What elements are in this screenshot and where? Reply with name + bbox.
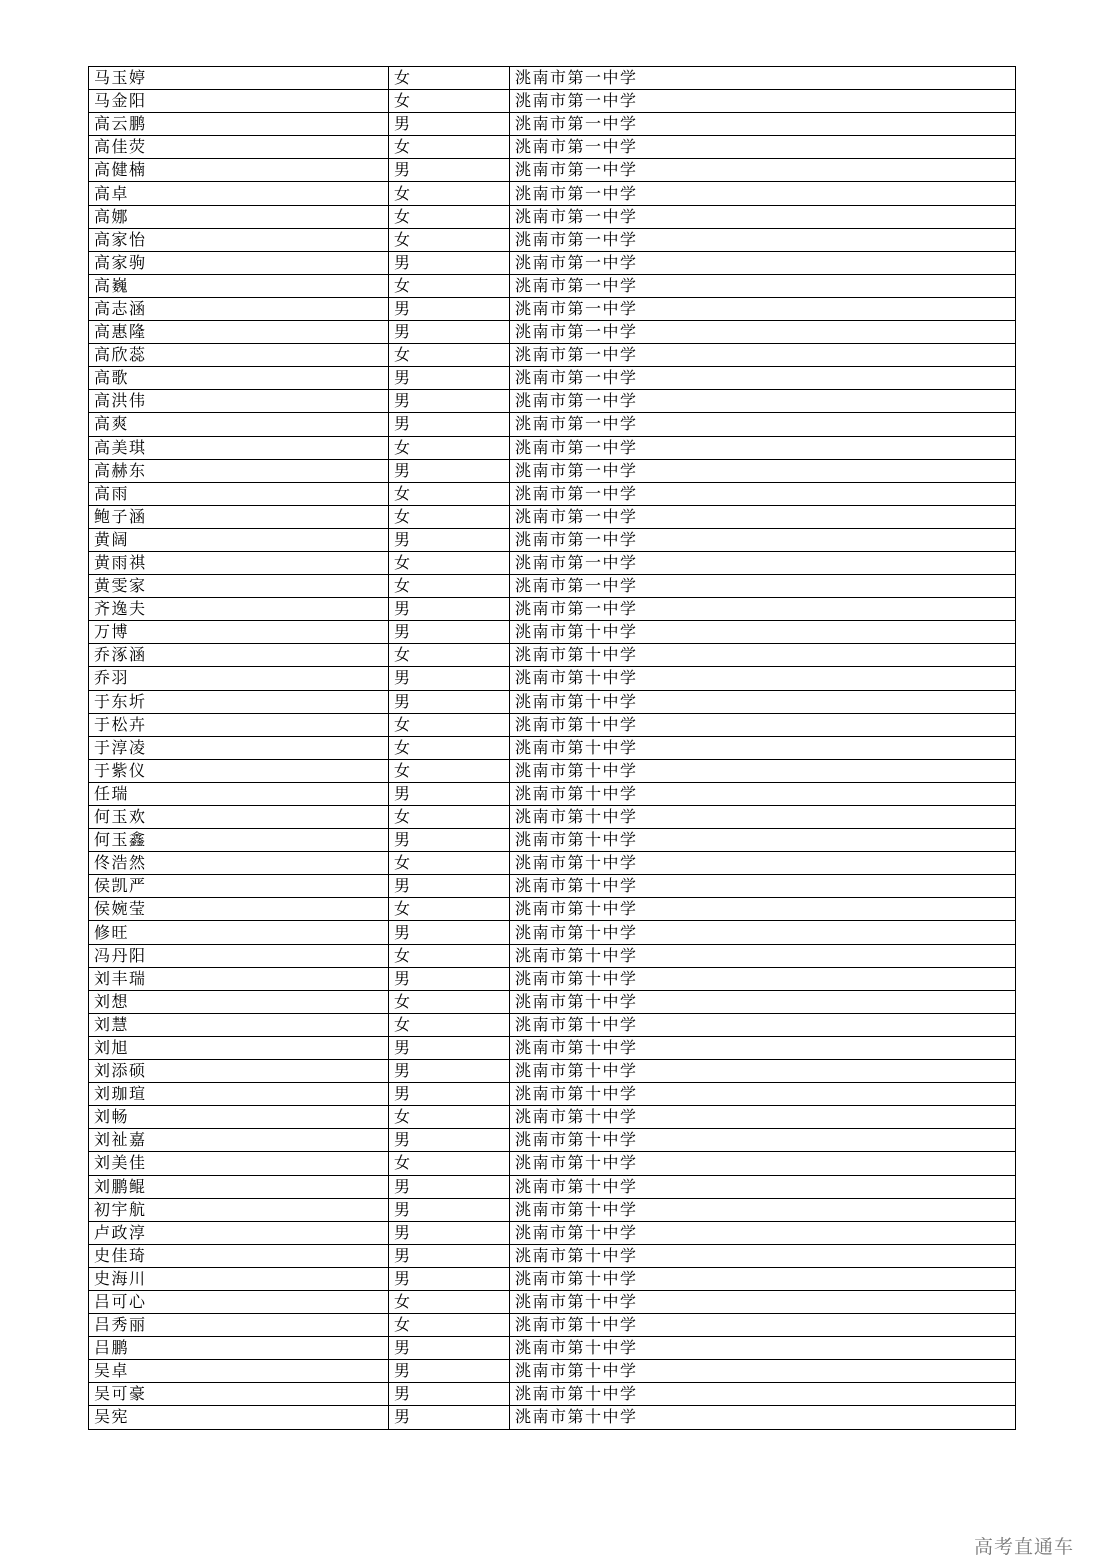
table-row: [89, 1129, 1016, 1152]
table-row: [89, 482, 1016, 505]
student-name-cell: 刘珈瑄: [89, 1083, 389, 1106]
student-name-cell: 于淳凌: [89, 736, 389, 759]
school-cell: 洮南市第十中学: [510, 713, 1016, 736]
student-name-cell: 高赫东: [89, 459, 389, 482]
school-cell: 洮南市第十中学: [510, 1036, 1016, 1059]
gender-cell: 男: [389, 1406, 510, 1429]
student-name-cell: 于紫仪: [89, 759, 389, 782]
watermark-text: 高考直通车: [973, 1536, 1074, 1558]
roster-body: [89, 67, 1016, 1430]
student-name-cell: 黄雨祺: [89, 551, 389, 574]
student-name-cell: 高卓: [89, 182, 389, 205]
gender-cell: 男: [389, 321, 510, 344]
student-name-cell: 吕鹏: [89, 1337, 389, 1360]
gender-cell: 女: [389, 713, 510, 736]
table-row: [89, 297, 1016, 320]
student-name-cell: 高歌: [89, 367, 389, 390]
student-name-cell: 何玉欢: [89, 806, 389, 829]
school-cell: 洮南市第十中学: [510, 967, 1016, 990]
gender-cell: 男: [389, 528, 510, 551]
school-cell: 洮南市第十中学: [510, 621, 1016, 644]
gender-cell: 男: [389, 690, 510, 713]
table-row: [89, 136, 1016, 159]
gender-cell: 男: [389, 297, 510, 320]
student-name-cell: 高家怡: [89, 228, 389, 251]
table-row: [89, 875, 1016, 898]
gender-cell: 女: [389, 1152, 510, 1175]
gender-cell: 男: [389, 390, 510, 413]
school-cell: 洮南市第一中学: [510, 598, 1016, 621]
table-row: [89, 1106, 1016, 1129]
student-name-cell: 史佳琦: [89, 1244, 389, 1267]
gender-cell: 男: [389, 598, 510, 621]
table-row: [89, 321, 1016, 344]
school-cell: 洮南市第一中学: [510, 205, 1016, 228]
gender-cell: 男: [389, 367, 510, 390]
school-cell: 洮南市第一中学: [510, 274, 1016, 297]
student-name-cell: 刘畅: [89, 1106, 389, 1129]
school-cell: 洮南市第十中学: [510, 875, 1016, 898]
student-name-cell: 吕秀丽: [89, 1314, 389, 1337]
student-name-cell: 修旺: [89, 921, 389, 944]
school-cell: 洮南市第一中学: [510, 390, 1016, 413]
school-cell: 洮南市第十中学: [510, 644, 1016, 667]
gender-cell: 男: [389, 1337, 510, 1360]
school-cell: 洮南市第十中学: [510, 1221, 1016, 1244]
table-row: [89, 159, 1016, 182]
school-cell: 洮南市第一中学: [510, 344, 1016, 367]
school-cell: 洮南市第十中学: [510, 1290, 1016, 1313]
student-name-cell: 任瑞: [89, 782, 389, 805]
student-name-cell: 刘添硕: [89, 1060, 389, 1083]
student-name-cell: 冯丹阳: [89, 944, 389, 967]
gender-cell: 女: [389, 505, 510, 528]
student-name-cell: 高爽: [89, 413, 389, 436]
table-row: [89, 1221, 1016, 1244]
school-cell: 洮南市第一中学: [510, 551, 1016, 574]
table-row: [89, 251, 1016, 274]
table-row: [89, 413, 1016, 436]
school-cell: 洮南市第十中学: [510, 1314, 1016, 1337]
gender-cell: 女: [389, 1314, 510, 1337]
school-cell: 洮南市第十中学: [510, 829, 1016, 852]
gender-cell: 男: [389, 1198, 510, 1221]
table-row: [89, 182, 1016, 205]
table-row: [89, 667, 1016, 690]
table-row: [89, 228, 1016, 251]
gender-cell: 男: [389, 251, 510, 274]
gender-cell: 男: [389, 459, 510, 482]
school-cell: 洮南市第十中学: [510, 782, 1016, 805]
student-name-cell: 高健楠: [89, 159, 389, 182]
gender-cell: 男: [389, 1129, 510, 1152]
gender-cell: 男: [389, 875, 510, 898]
table-row: [89, 1383, 1016, 1406]
table-row: [89, 113, 1016, 136]
table-row: [89, 782, 1016, 805]
student-name-cell: 鲍子涵: [89, 505, 389, 528]
gender-cell: 男: [389, 1244, 510, 1267]
table-row: [89, 1244, 1016, 1267]
gender-cell: 男: [389, 1360, 510, 1383]
gender-cell: 女: [389, 736, 510, 759]
school-cell: 洮南市第十中学: [510, 1129, 1016, 1152]
gender-cell: 女: [389, 90, 510, 113]
school-cell: 洮南市第一中学: [510, 482, 1016, 505]
table-row: [89, 1314, 1016, 1337]
student-name-cell: 刘想: [89, 990, 389, 1013]
table-row: [89, 459, 1016, 482]
student-name-cell: 吕可心: [89, 1290, 389, 1313]
gender-cell: 女: [389, 344, 510, 367]
school-cell: 洮南市第十中学: [510, 898, 1016, 921]
table-row: [89, 551, 1016, 574]
school-cell: 洮南市第十中学: [510, 759, 1016, 782]
table-row: [89, 690, 1016, 713]
student-name-cell: 于东圻: [89, 690, 389, 713]
student-name-cell: 卢政淳: [89, 1221, 389, 1244]
school-cell: 洮南市第十中学: [510, 806, 1016, 829]
school-cell: 洮南市第十中学: [510, 1244, 1016, 1267]
table-row: [89, 1152, 1016, 1175]
gender-cell: 女: [389, 67, 510, 90]
student-name-cell: 马玉婷: [89, 67, 389, 90]
table-row: [89, 528, 1016, 551]
gender-cell: 男: [389, 1060, 510, 1083]
gender-cell: 男: [389, 1267, 510, 1290]
student-name-cell: 刘鹏鲲: [89, 1175, 389, 1198]
school-cell: 洮南市第十中学: [510, 1152, 1016, 1175]
gender-cell: 男: [389, 1221, 510, 1244]
student-name-cell: 刘祉嘉: [89, 1129, 389, 1152]
school-cell: 洮南市第十中学: [510, 1360, 1016, 1383]
student-name-cell: 于松卉: [89, 713, 389, 736]
table-row: [89, 90, 1016, 113]
table-row: [89, 598, 1016, 621]
gender-cell: 女: [389, 644, 510, 667]
table-row: [89, 1036, 1016, 1059]
school-cell: 洮南市第十中学: [510, 1013, 1016, 1036]
student-name-cell: 何玉鑫: [89, 829, 389, 852]
gender-cell: 女: [389, 852, 510, 875]
school-cell: 洮南市第一中学: [510, 90, 1016, 113]
gender-cell: 男: [389, 1383, 510, 1406]
school-cell: 洮南市第十中学: [510, 1406, 1016, 1429]
table-row: [89, 944, 1016, 967]
school-cell: 洮南市第十中学: [510, 690, 1016, 713]
student-name-cell: 高美琪: [89, 436, 389, 459]
student-name-cell: 佟浩然: [89, 852, 389, 875]
gender-cell: 女: [389, 274, 510, 297]
school-cell: 洮南市第一中学: [510, 367, 1016, 390]
student-name-cell: 史海川: [89, 1267, 389, 1290]
gender-cell: 女: [389, 551, 510, 574]
gender-cell: 男: [389, 667, 510, 690]
school-cell: 洮南市第十中学: [510, 1267, 1016, 1290]
gender-cell: 女: [389, 182, 510, 205]
student-name-cell: 黄雯家: [89, 575, 389, 598]
student-name-cell: 高志涵: [89, 297, 389, 320]
school-cell: 洮南市第一中学: [510, 297, 1016, 320]
school-cell: 洮南市第十中学: [510, 1337, 1016, 1360]
student-name-cell: 高洪伟: [89, 390, 389, 413]
table-row: [89, 990, 1016, 1013]
school-cell: 洮南市第十中学: [510, 1060, 1016, 1083]
gender-cell: 女: [389, 136, 510, 159]
table-row: [89, 829, 1016, 852]
table-row: [89, 1267, 1016, 1290]
gender-cell: 女: [389, 228, 510, 251]
school-cell: 洮南市第十中学: [510, 1083, 1016, 1106]
gender-cell: 女: [389, 1106, 510, 1129]
school-cell: 洮南市第一中学: [510, 159, 1016, 182]
table-row: [89, 1337, 1016, 1360]
student-name-cell: 刘旭: [89, 1036, 389, 1059]
student-name-cell: 初宇航: [89, 1198, 389, 1221]
table-row: [89, 1198, 1016, 1221]
table-row: [89, 759, 1016, 782]
table-row: [89, 274, 1016, 297]
table-row: [89, 1175, 1016, 1198]
table-row: [89, 1290, 1016, 1313]
gender-cell: 女: [389, 205, 510, 228]
gender-cell: 女: [389, 898, 510, 921]
student-name-cell: 高雨: [89, 482, 389, 505]
school-cell: 洮南市第十中学: [510, 990, 1016, 1013]
student-name-cell: 侯凯严: [89, 875, 389, 898]
student-name-cell: 刘丰瑞: [89, 967, 389, 990]
school-cell: 洮南市第一中学: [510, 182, 1016, 205]
student-name-cell: 吴宪: [89, 1406, 389, 1429]
school-cell: 洮南市第一中学: [510, 459, 1016, 482]
student-name-cell: 齐逸夫: [89, 598, 389, 621]
student-name-cell: 高家驹: [89, 251, 389, 274]
gender-cell: 男: [389, 921, 510, 944]
school-cell: 洮南市第一中学: [510, 67, 1016, 90]
student-name-cell: 高娜: [89, 205, 389, 228]
table-row: [89, 505, 1016, 528]
school-cell: 洮南市第十中学: [510, 1383, 1016, 1406]
gender-cell: 女: [389, 944, 510, 967]
gender-cell: 女: [389, 482, 510, 505]
table-row: [89, 367, 1016, 390]
student-name-cell: 马金阳: [89, 90, 389, 113]
student-name-cell: 高佳荧: [89, 136, 389, 159]
table-row: [89, 1060, 1016, 1083]
gender-cell: 女: [389, 1290, 510, 1313]
school-cell: 洮南市第一中学: [510, 321, 1016, 344]
table-row: [89, 921, 1016, 944]
gender-cell: 女: [389, 990, 510, 1013]
table-row: [89, 806, 1016, 829]
table-row: [89, 344, 1016, 367]
student-name-cell: 侯婉莹: [89, 898, 389, 921]
table-row: [89, 898, 1016, 921]
student-name-cell: 乔涿涵: [89, 644, 389, 667]
school-cell: 洮南市第十中学: [510, 944, 1016, 967]
school-cell: 洮南市第十中学: [510, 1198, 1016, 1221]
school-cell: 洮南市第十中学: [510, 736, 1016, 759]
table-row: [89, 205, 1016, 228]
gender-cell: 男: [389, 113, 510, 136]
student-name-cell: 高惠隆: [89, 321, 389, 344]
gender-cell: 男: [389, 1083, 510, 1106]
gender-cell: 女: [389, 759, 510, 782]
student-name-cell: 刘美佳: [89, 1152, 389, 1175]
table-row: [89, 713, 1016, 736]
gender-cell: 女: [389, 806, 510, 829]
school-cell: 洮南市第一中学: [510, 528, 1016, 551]
gender-cell: 男: [389, 413, 510, 436]
table-row: [89, 621, 1016, 644]
table-row: [89, 1083, 1016, 1106]
gender-cell: 男: [389, 967, 510, 990]
student-name-cell: 乔羽: [89, 667, 389, 690]
table-row: [89, 644, 1016, 667]
student-name-cell: 黄阔: [89, 528, 389, 551]
table-row: [89, 67, 1016, 90]
student-name-cell: 高欣蕊: [89, 344, 389, 367]
gender-cell: 男: [389, 829, 510, 852]
school-cell: 洮南市第一中学: [510, 505, 1016, 528]
table-row: [89, 575, 1016, 598]
gender-cell: 男: [389, 159, 510, 182]
school-cell: 洮南市第十中学: [510, 1106, 1016, 1129]
gender-cell: 男: [389, 621, 510, 644]
table-row: [89, 1406, 1016, 1429]
school-cell: 洮南市第一中学: [510, 251, 1016, 274]
table-row: [89, 1013, 1016, 1036]
gender-cell: 女: [389, 1013, 510, 1036]
student-name-cell: 高巍: [89, 274, 389, 297]
table-row: [89, 1360, 1016, 1383]
school-cell: 洮南市第一中学: [510, 575, 1016, 598]
student-name-cell: 高云鹏: [89, 113, 389, 136]
school-cell: 洮南市第一中学: [510, 413, 1016, 436]
student-name-cell: 吴卓: [89, 1360, 389, 1383]
school-cell: 洮南市第十中学: [510, 921, 1016, 944]
school-cell: 洮南市第一中学: [510, 228, 1016, 251]
school-cell: 洮南市第十中学: [510, 1175, 1016, 1198]
gender-cell: 男: [389, 1175, 510, 1198]
table-row: [89, 736, 1016, 759]
student-name-cell: 吴可豪: [89, 1383, 389, 1406]
gender-cell: 男: [389, 1036, 510, 1059]
table-row: [89, 390, 1016, 413]
school-cell: 洮南市第十中学: [510, 852, 1016, 875]
gender-cell: 男: [389, 782, 510, 805]
table-row: [89, 967, 1016, 990]
student-roster-table: [88, 66, 1016, 1430]
table-row: [89, 852, 1016, 875]
gender-cell: 女: [389, 575, 510, 598]
school-cell: 洮南市第十中学: [510, 667, 1016, 690]
student-name-cell: 刘慧: [89, 1013, 389, 1036]
school-cell: 洮南市第一中学: [510, 136, 1016, 159]
school-cell: 洮南市第一中学: [510, 113, 1016, 136]
school-cell: 洮南市第一中学: [510, 436, 1016, 459]
table-row: [89, 436, 1016, 459]
student-name-cell: 万博: [89, 621, 389, 644]
gender-cell: 女: [389, 436, 510, 459]
